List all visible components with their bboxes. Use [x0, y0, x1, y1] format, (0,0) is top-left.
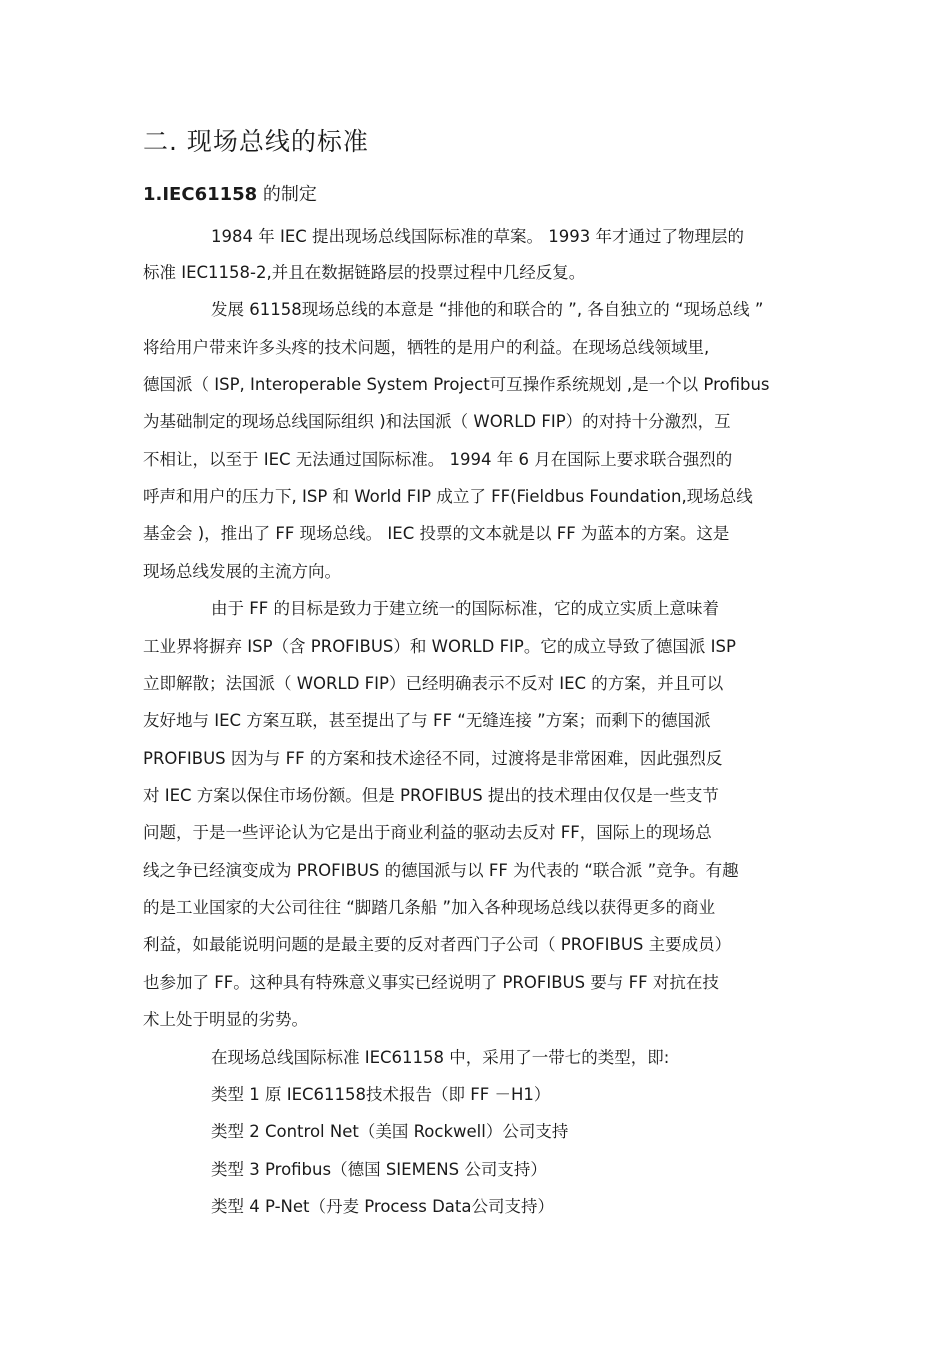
paragraph-line: 呼声和用户的压力下, ISP 和 World FIP 成立了 FF(Fieldbus Foundation,现场总线	[143, 487, 753, 506]
subsection-heading	[143, 180, 317, 206]
paragraph-line: 立即解散；法国派（ WORLD FIP）已经明确表示不反对 IEC 的方案，并且可以	[143, 674, 724, 693]
paragraph-line: 不相让，以至于 IEC 无法通过国际标准。 1994 年 6 月在国际上要求联合强烈的	[143, 450, 733, 469]
subsection-title: 的制定	[257, 184, 317, 205]
list-item: 类型 3 Profibus（德国 SIEMENS 公司支持）	[211, 1160, 547, 1179]
paragraph-line: 也参加了 FF。这种具有特殊意义事实已经说明了 PROFIBUS 要与 FF 对抗在技	[143, 973, 719, 992]
paragraph-line: 问题，于是一些评论认为它是出于商业利益的驱动去反对 FF，国际上的现场总	[143, 823, 712, 842]
list-item: 类型 2 Control Net（美国 Rockwell）公司支持	[211, 1122, 569, 1141]
paragraph-line: 德国派（ ISP, Interoperable System Project可互操作系统规划 ,是一个以 Profibus	[143, 375, 770, 394]
list-item: 类型 4 P-Net（丹麦 Process Data公司支持）	[211, 1197, 554, 1216]
paragraph-line: 基金会 )，推出了 FF 现场总线。 IEC 投票的文本就是以 FF 为蓝本的方案。这是	[143, 524, 730, 543]
paragraph-line: 友好地与 IEC 方案互联，甚至提出了与 FF “无缝连接 ”方案；而剩下的德国派	[143, 711, 711, 730]
section-heading: 二. 现场总线的标准	[143, 127, 369, 156]
paragraph-line: 1984 年 IEC 提出现场总线国际标准的草案。 1993 年才通过了物理层的	[211, 227, 745, 246]
paragraph-line: 发展 61158现场总线的本意是 “排他的和联合的 ”, 各自独立的 “现场总线 ”	[211, 300, 764, 319]
paragraph-line: 工业界将摒弃 ISP（含 PROFIBUS）和 WORLD FIP。它的成立导致了德国派 ISP	[143, 637, 736, 656]
paragraph-line: 术上处于明显的劣势。	[143, 1010, 308, 1029]
paragraph-line: 线之争已经演变成为 PROFIBUS 的德国派与以 FF 为代表的 “联合派 ”竞争。有趣	[143, 861, 739, 880]
paragraph-line: 在现场总线国际标准 IEC61158 中，采用了一带七的类型，即:	[211, 1048, 670, 1067]
paragraph-line: 利益，如最能说明问题的是最主要的反对者西门子公司（ PROFIBUS 主要成员）	[143, 935, 732, 954]
subsection-number: 1.IEC61158	[143, 184, 258, 205]
paragraph-line: PROFIBUS 因为与 FF 的方案和技术途径不同，过渡将是非常困难，因此强烈反	[143, 749, 723, 768]
paragraph-line: 由于 FF 的目标是致力于建立统一的国际标准，它的成立实质上意味着	[211, 599, 719, 618]
paragraph-line: 标准 IEC1158-2,并且在数据链路层的投票过程中几经反复。	[143, 263, 586, 282]
paragraph-line: 为基础制定的现场总线国际组织 )和法国派（ WORLD FIP）的对持十分激烈，互	[143, 412, 731, 431]
paragraph-line: 对 IEC 方案以保住市场份额。但是 PROFIBUS 提出的技术理由仅仅是一些支节	[143, 786, 719, 805]
paragraph-line: 将给用户带来许多头疼的技术问题，牺牲的是用户的利益。在现场总线领域里,	[143, 338, 710, 357]
list-item: 类型 1 原 IEC61158技术报告（即 FF －H1）	[211, 1085, 551, 1104]
paragraph-line: 现场总线发展的主流方向。	[143, 562, 341, 581]
paragraph-line: 的是工业国家的大公司往往 “脚踏几条船 ”加入各种现场总线以获得更多的商业	[143, 898, 716, 917]
